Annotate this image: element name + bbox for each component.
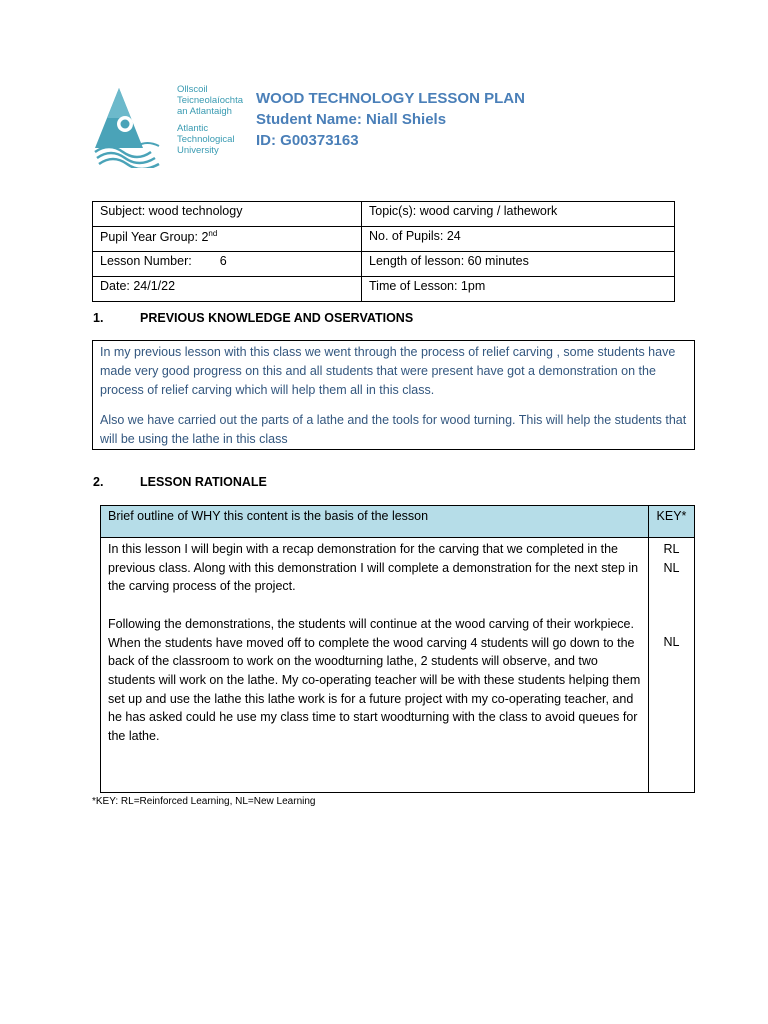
student-id: ID: G00373163 bbox=[256, 132, 359, 149]
year-group-cell: Pupil Year Group: 2nd bbox=[93, 227, 362, 252]
table-row bbox=[101, 538, 695, 793]
logo-wordmark bbox=[177, 84, 243, 156]
subject-cell: Subject: wood technology bbox=[93, 202, 362, 227]
logo-line: Ollscoil bbox=[177, 84, 208, 95]
column-header: Brief outline of WHY this content is the basis of the lesson bbox=[101, 506, 649, 538]
paragraph: When the students have moved off to complete the wood carving 4 students will go down to the back of the classroom to work on the woodturning lathe, 2 students will observe, and two students will work on the lathe. My co-operating teacher will be with these students helping them set up and use the lathe this lathe work is for a future project with my co-operating teacher, and he has asked could he use my class time to start woodturning with the class to avoid queues for the lathe. bbox=[108, 635, 641, 744]
logo-line: University bbox=[177, 145, 219, 156]
key-footnote: *KEY: RL=Reinforced Learning, NL=New Learning bbox=[92, 796, 316, 807]
previous-knowledge-box bbox=[92, 340, 695, 450]
student-name: Student Name: Niall Shiels bbox=[256, 111, 447, 128]
pupils-cell: No. of Pupils: 24 bbox=[362, 227, 675, 252]
table-header-row bbox=[101, 506, 695, 538]
time-cell: Time of Lesson: 1pm bbox=[362, 277, 675, 302]
paragraph: Following the demonstrations, the students will continue at the wood carving of their workpiece. bbox=[108, 616, 634, 631]
section-heading: 1. PREVIOUS KNOWLEDGE AND OSERVATIONS bbox=[93, 311, 414, 325]
document-title: WOOD TECHNOLOGY LESSON PLAN bbox=[256, 90, 525, 107]
rationale-cell bbox=[101, 538, 649, 793]
table-row bbox=[93, 277, 675, 302]
column-header: KEY* bbox=[649, 506, 695, 538]
date-cell: Date: 24/1/22 bbox=[93, 277, 362, 302]
rationale-table bbox=[100, 505, 695, 793]
table-row bbox=[93, 202, 675, 227]
table-row bbox=[93, 227, 675, 252]
table-row bbox=[93, 252, 675, 277]
section-heading: 2. LESSON RATIONALE bbox=[93, 475, 267, 489]
logo-line: Atlantic bbox=[177, 123, 209, 134]
lesson-number-cell: Lesson Number: 6 bbox=[93, 252, 362, 277]
key-label: NL bbox=[663, 635, 680, 650]
length-cell: Length of lesson: 60 minutes bbox=[362, 252, 675, 277]
key-cell bbox=[649, 538, 695, 793]
paragraph: In this lesson I will begin with a recap demonstration for the carving that we completed in the previous class. Along with this demonstration I will complete a demonstration for the next step in the carving process of the project. bbox=[108, 542, 639, 594]
document-header bbox=[256, 88, 525, 151]
topics-cell: Topic(s): wood carving / lathework bbox=[362, 202, 675, 227]
paragraph: Also we have carried out the parts of a lathe and the tools for wood turning. This will help the students that will be using the lathe in this class bbox=[100, 413, 687, 446]
key-label: NL bbox=[663, 560, 680, 575]
paragraph: In my previous lesson with this class we went through the process of relief carving , some students have made very good progress on this and all students that were present have got a demonstration on the process of relief carving which will help them all in this class. bbox=[100, 345, 676, 397]
logo-line: an Atlantaigh bbox=[177, 106, 232, 117]
key-label: RL bbox=[663, 542, 680, 556]
lesson-info-table bbox=[92, 201, 675, 302]
logo-line: Teicneolaíochta bbox=[177, 95, 244, 106]
logo-line: Technological bbox=[177, 134, 235, 145]
